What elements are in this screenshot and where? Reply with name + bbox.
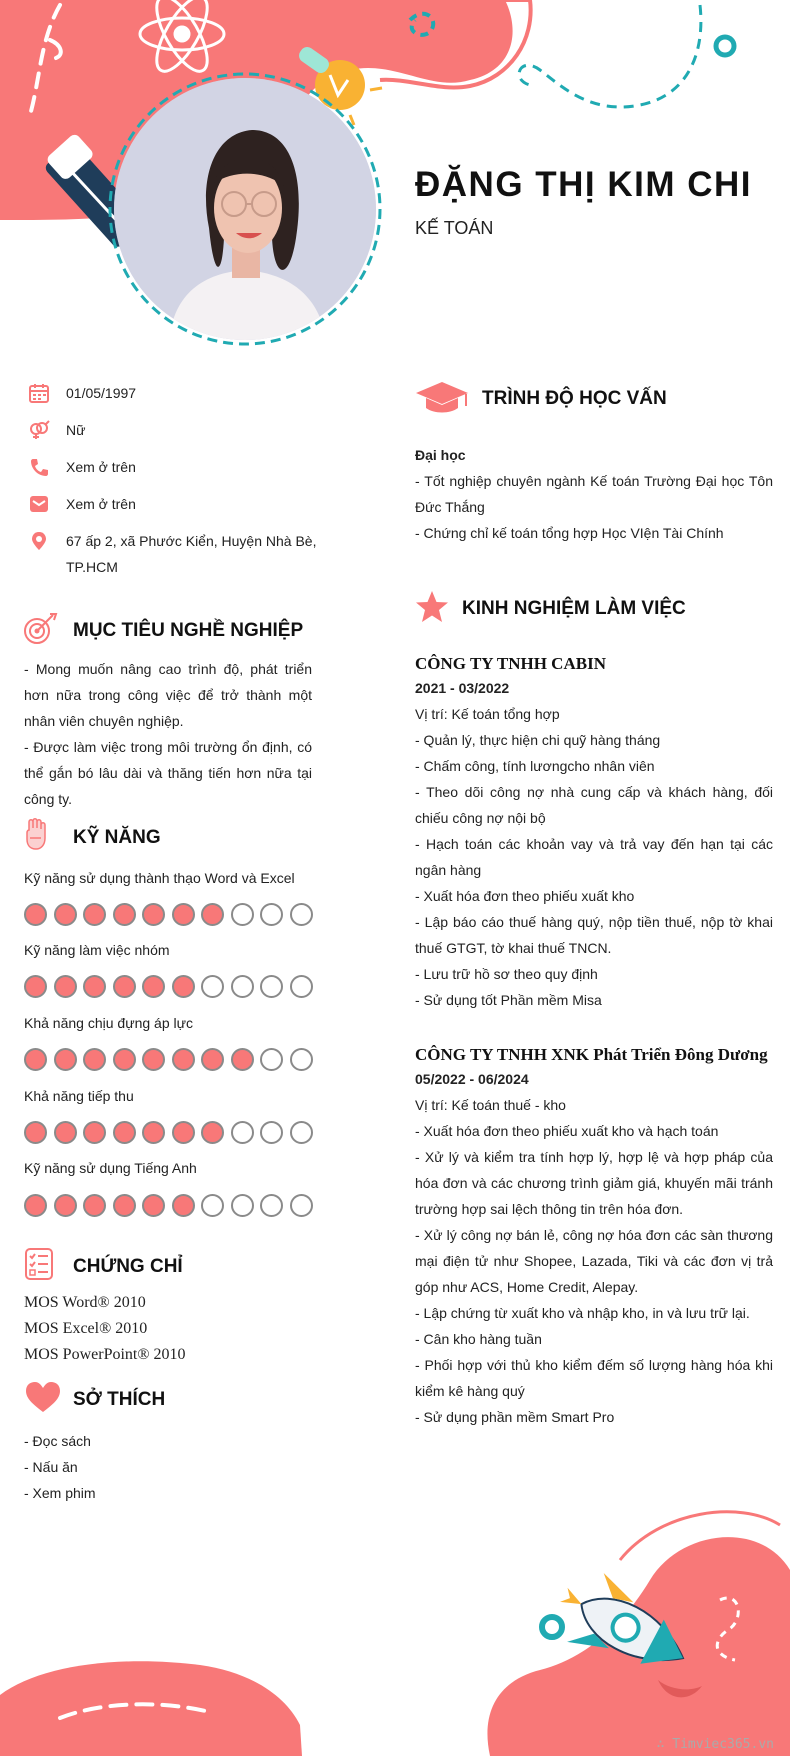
job-duty-line: - Xuất hóa đơn theo phiếu xuất kho (415, 888, 635, 904)
heart-icon (24, 1380, 62, 1414)
skill-dot-empty (290, 1048, 313, 1071)
skill-dot-filled (24, 975, 47, 998)
contact-text: Nữ (66, 422, 86, 438)
job-period: 05/2022 - 06/2024 (415, 1071, 529, 1087)
job-duty-line: - Xử lý và kiểm tra tính hợp lý, hợp lệ và hợp pháp của hóa đơn và các chương trình giảm giá, khuyến mãi tránh trường hợp sai lệch thông tin trên hóa đơn. (415, 1149, 773, 1217)
education-details (415, 468, 773, 546)
skill-dot-empty (290, 975, 313, 998)
skill-dot-filled (54, 1048, 77, 1071)
skill-rating (24, 1121, 324, 1145)
skill-dot-filled (142, 1048, 165, 1071)
skill-dot-filled (24, 903, 47, 926)
skill-dot-filled (172, 1194, 195, 1217)
skill-dot-empty (260, 1194, 283, 1217)
job-duty-line: - Xử lý công nợ bán lẻ, công nợ hóa đơn các sàn thương mại điện tử như Shopee, Lazada, Tiki và các đơn vị trả góp như ACS, Home Credit, Alepay. (415, 1227, 773, 1295)
raised-fist-icon (24, 818, 50, 852)
skill-rating (24, 1048, 324, 1072)
location-pin-icon (28, 531, 50, 551)
skill-dot-filled (24, 1121, 47, 1144)
phone-icon (28, 457, 50, 477)
skill-dot-filled (24, 1048, 47, 1071)
skill-dot-filled (142, 1194, 165, 1217)
job-duty-line: Vị trí: Kế toán thuế - kho (415, 1097, 566, 1113)
skill-label: Kỹ năng sử dụng thành thạo Word và Excel (24, 870, 295, 886)
certificate-item: MOS PowerPoint® 2010 (24, 1346, 186, 1363)
email-icon (28, 494, 50, 514)
skill-dot-empty (260, 1121, 283, 1144)
skill-dot-filled (54, 975, 77, 998)
skill-dot-filled (231, 1048, 254, 1071)
job-duty-line: - Hạch toán các khoản vay và trả vay đến hạn tại các ngân hàng (415, 836, 773, 878)
skill-label: Kỹ năng làm việc nhóm (24, 942, 170, 958)
skill-dot-filled (54, 1194, 77, 1217)
skill-dot-empty (231, 903, 254, 926)
contact-text: Xem ở trên (66, 496, 136, 512)
skill-dot-filled (83, 1048, 106, 1071)
objective-text (24, 656, 312, 812)
footer-watermark: ∴ Timviec365.vn (656, 1737, 774, 1752)
skill-dot-filled (142, 1121, 165, 1144)
skill-dot-empty (290, 903, 313, 926)
skill-dot-empty (290, 1194, 313, 1217)
contact-text: 67 ấp 2, xã Phước Kiển, Huyện Nhà Bè, TP.HCM (66, 533, 317, 575)
skill-dot-filled (24, 1194, 47, 1217)
job-duty-line: - Cân kho hàng tuần (415, 1331, 542, 1347)
graduation-cap-icon (414, 380, 470, 416)
skill-dot-empty (290, 1121, 313, 1144)
objective-line: - Mong muốn nâng cao trình độ, phát triển hơn nữa trong công việc để trở thành một nhân viên chuyên nghiệp. (24, 661, 312, 729)
skill-dot-filled (83, 975, 106, 998)
skill-dot-filled (172, 903, 195, 926)
target-icon (22, 612, 58, 646)
star-icon (414, 590, 450, 624)
skill-dot-filled (142, 903, 165, 926)
skill-dot-filled (172, 975, 195, 998)
skill-dot-filled (113, 903, 136, 926)
skill-dot-filled (83, 1194, 106, 1217)
objective-title: MỤC TIÊU NGHỀ NGHIỆP (73, 620, 304, 641)
skill-dot-filled (172, 1048, 195, 1071)
certificate-item: MOS Excel® 2010 (24, 1320, 148, 1337)
calendar-icon (28, 383, 50, 403)
skill-dot-filled (201, 1048, 224, 1071)
skill-dot-filled (113, 1121, 136, 1144)
skill-dot-empty (231, 1121, 254, 1144)
skill-label: Khả năng chịu đựng áp lực (24, 1015, 193, 1031)
hobbies-title: SỞ THÍCH (73, 1389, 166, 1410)
hobby-item: - Nấu ăn (24, 1459, 78, 1475)
candidate-role: KẾ TOÁN (415, 218, 494, 238)
hobby-item: - Xem phim (24, 1485, 96, 1501)
skill-rating (24, 903, 324, 927)
gender-icon (28, 420, 50, 440)
skill-dot-empty (260, 903, 283, 926)
skill-dot-filled (54, 1121, 77, 1144)
skill-dot-empty (260, 1048, 283, 1071)
skill-dot-filled (54, 903, 77, 926)
education-line: - Tốt nghiệp chuyên ngành Kế toán Trường Đại học Tôn Đức Thắng (415, 473, 773, 515)
job-duty-line: - Xuất hóa đơn theo phiếu xuất kho và hạch toán (415, 1123, 719, 1139)
checklist-icon (24, 1247, 54, 1281)
job-period: 2021 - 03/2022 (415, 680, 510, 696)
education-title: TRÌNH ĐỘ HỌC VẤN (482, 388, 667, 409)
skill-dot-empty (201, 1194, 224, 1217)
skill-dot-empty (231, 1194, 254, 1217)
job-duty-line: - Lưu trữ hồ sơ theo quy định (415, 966, 598, 982)
profile-photo (114, 78, 376, 340)
job-duty-line: - Sử dụng phần mềm Smart Pro (415, 1409, 615, 1425)
job-duty-line: - Lập chứng từ xuất kho và nhập kho, in và lưu trữ lại. (415, 1305, 750, 1321)
objective-line: - Được làm việc trong môi trường ổn định, có thể gắn bó lâu dài và thăng tiến hơn nữa tại công ty. (24, 739, 312, 807)
job-duty-line: - Lập báo cáo thuế hàng quý, nộp tiền thuế, nộp tờ khai thuế GTGT, tờ khai thuế TNCN. (415, 914, 773, 956)
skill-dot-empty (260, 975, 283, 998)
education-line: - Chứng chỉ kế toán tổng hợp Học VIện Tài Chính (415, 525, 724, 541)
job-duty-line: - Chấm công, tính lươngcho nhân viên (415, 758, 655, 774)
job-details (415, 701, 773, 1013)
company-name: CÔNG TY TNHH XNK Phát Triển Đông Dương (415, 1045, 768, 1064)
experience-title: KINH NGHIỆM LÀM VIỆC (462, 598, 686, 619)
skill-label: Kỹ năng sử dụng Tiếng Anh (24, 1160, 197, 1176)
education-level: Đại học (415, 447, 466, 463)
footer-decoration (0, 1480, 800, 1756)
company-name: CÔNG TY TNHH CABIN (415, 654, 606, 673)
skill-dot-filled (83, 903, 106, 926)
candidate-name: ĐẶNG THỊ KIM CHI (415, 165, 753, 204)
skill-dot-empty (201, 975, 224, 998)
skill-dot-empty (231, 975, 254, 998)
job-duty-line: - Phối hợp với thủ kho kiểm đếm số lượng hàng hóa khi kiểm kê hàng quý (415, 1357, 773, 1399)
skill-rating (24, 975, 324, 999)
job-duty-line: - Quản lý, thực hiện chi quỹ hàng tháng (415, 732, 661, 748)
skills-title: KỸ NĂNG (73, 827, 161, 848)
job-duty-line: Vị trí: Kế toán tổng hợp (415, 706, 560, 722)
contact-text: Xem ở trên (66, 459, 136, 475)
job-duty-line: - Theo dõi công nợ nhà cung cấp và khách hàng, đối chiếu công nợ nội bộ (415, 784, 773, 826)
contact-text: 01/05/1997 (66, 385, 137, 401)
skill-dot-filled (172, 1121, 195, 1144)
job-details (415, 1092, 773, 1430)
skill-dot-filled (201, 1121, 224, 1144)
skill-dot-filled (113, 1048, 136, 1071)
skill-label: Khả năng tiếp thu (24, 1088, 134, 1104)
skill-dot-filled (113, 1194, 136, 1217)
certificates-title: CHỨNG CHỈ (73, 1256, 183, 1277)
skill-dot-filled (113, 975, 136, 998)
skill-dot-filled (83, 1121, 106, 1144)
skill-dot-filled (201, 903, 224, 926)
skill-dot-filled (142, 975, 165, 998)
skill-rating (24, 1194, 324, 1218)
job-duty-line: - Sử dụng tốt Phần mềm Misa (415, 992, 602, 1008)
certificate-item: MOS Word® 2010 (24, 1294, 146, 1311)
hobby-item: - Đọc sách (24, 1433, 91, 1449)
